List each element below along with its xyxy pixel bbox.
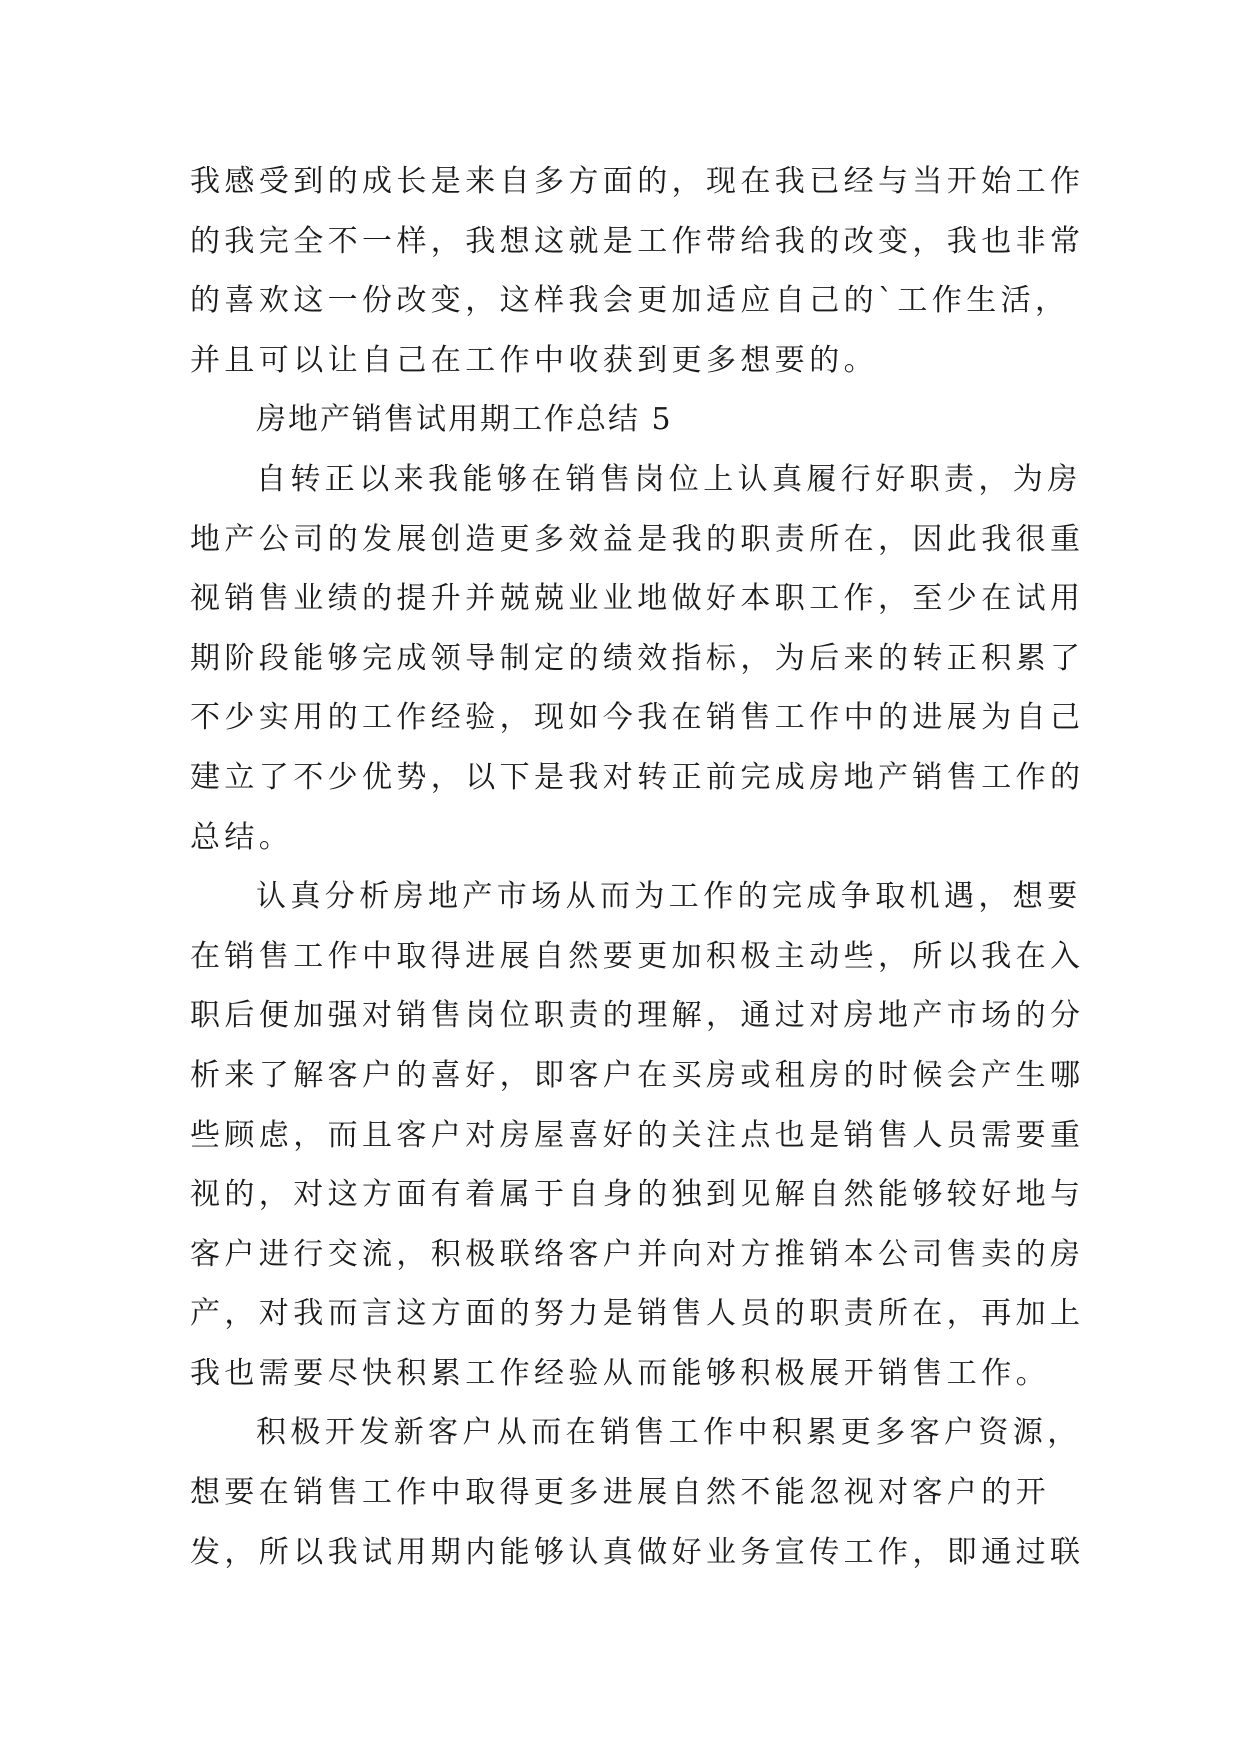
- text-line: 的我完全不一样，我想这就是工作带给我的改变，我也非常: [190, 223, 1085, 259]
- text-line: 想要在销售工作中取得更多进展自然不能忽视对客户的开: [190, 1475, 1050, 1511]
- text-line: 并且可以让自己在工作中收获到更多想要的。: [190, 342, 878, 378]
- text-line: 客户进行交流，积极联络客户并向对方推销本公司售卖的房: [190, 1236, 1085, 1272]
- text-line: 期阶段能够完成领导制定的绩效指标，为后来的转正积累了: [190, 640, 1085, 676]
- text-line: 发，所以我试用期内能够认真做好业务宣传工作，即通过联: [190, 1534, 1085, 1570]
- text-line: 些顾虑，而且客户对房屋喜好的关注点也是销售人员需要重: [190, 1117, 1085, 1153]
- text-line: 地产公司的发展创造更多效益是我的职责所在，因此我很重: [190, 521, 1085, 557]
- text-line: 视销售业绩的提升并兢兢业业地做好本职工作，至少在试用: [190, 581, 1085, 617]
- document-body: [190, 152, 1085, 1582]
- text-line: 视的，对这方面有着属于自身的独到见解自然能够较好地与: [190, 1177, 1085, 1213]
- text-line: 职后便加强对销售岗位职责的理解，通过对房地产市场的分: [190, 998, 1085, 1034]
- text-line: 总结。: [190, 819, 294, 855]
- text-line: 积极开发新客户从而在销售工作中积累更多客户资源，: [256, 1415, 1082, 1451]
- text-line: 产，对我而言这方面的努力是销售人员的职责所在，再加上: [190, 1296, 1085, 1332]
- text-line: 我也需要尽快积累工作经验从而能够积极展开销售工作。: [190, 1355, 1050, 1391]
- text-line: 自转正以来我能够在销售岗位上认真履行好职责，为房: [256, 461, 1082, 497]
- section-heading: 房地产销售试用期工作总结 5: [256, 402, 673, 438]
- text-line: 在销售工作中取得进展自然要更加积极主动些，所以我在入: [190, 938, 1085, 974]
- text-line: 的喜欢这一份改变，这样我会更加适应自己的`工作生活，: [190, 283, 1070, 319]
- text-line: 建立了不少优势，以下是我对转正前完成房地产销售工作的: [190, 759, 1085, 795]
- text-line: 认真分析房地产市场从而为工作的完成争取机遇，想要: [256, 879, 1082, 915]
- text-line: 我感受到的成长是来自多方面的，现在我已经与当开始工作: [190, 164, 1085, 199]
- text-line: 不少实用的工作经验，现如今我在销售工作中的进展为自己: [190, 700, 1085, 736]
- text-line: 析来了解客户的喜好，即客户在买房或租房的时候会产生哪: [190, 1057, 1085, 1093]
